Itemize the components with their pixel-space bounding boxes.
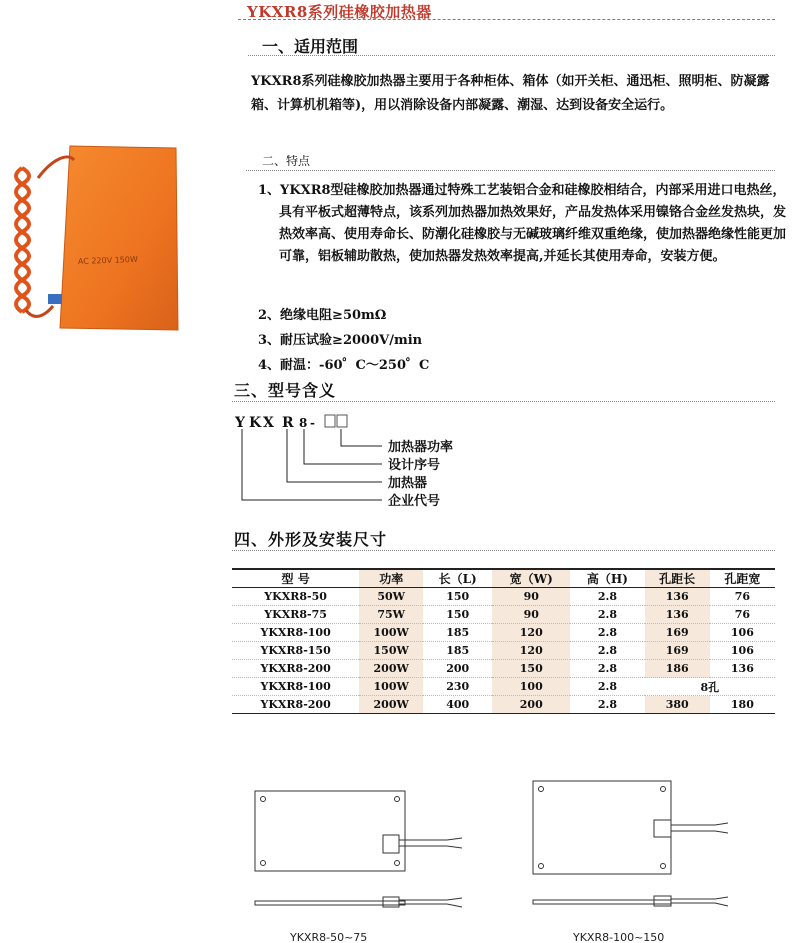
section1-heading: 一、适用范围 — [262, 37, 359, 56]
cell-hole-width: 106 — [710, 642, 775, 660]
code-label: 加热器功率 — [388, 440, 454, 455]
header-hole-length: 孔距长 — [645, 569, 710, 588]
photo-printed-text: AC 220V 150W — [77, 254, 138, 266]
cell-height: 2.8 — [570, 606, 644, 624]
coiled-cable — [16, 168, 29, 312]
section3-heading: 三、型号含义 — [234, 381, 337, 400]
feature-item-2: 2、绝缘电阻≥50mΩ — [258, 308, 387, 323]
cell-model: YKXR8-50 — [232, 588, 359, 606]
code-char: R — [282, 415, 294, 431]
section1-rule — [248, 55, 775, 56]
placeholder-box — [325, 415, 335, 427]
cell-model: YKXR8-150 — [232, 642, 359, 660]
cell-power: 75W — [359, 606, 423, 624]
cell-width: 90 — [492, 588, 570, 606]
cell-power: 200W — [359, 660, 423, 678]
cell-height: 2.8 — [570, 678, 644, 696]
cell-model: YKXR8-75 — [232, 606, 359, 624]
cell-power: 200W — [359, 696, 423, 714]
cell-height: 2.8 — [570, 660, 644, 678]
section2-heading: 二、特点 — [262, 154, 311, 168]
cell-length: 200 — [423, 660, 492, 678]
document-title: YKXR8系列硅橡胶加热器 — [247, 3, 432, 21]
table-row — [232, 642, 775, 660]
code-label: 设计序号 — [388, 458, 441, 473]
cell-hole-width: 76 — [710, 606, 775, 624]
code-char: X — [263, 415, 274, 431]
table-row — [232, 606, 775, 624]
cable-connector — [48, 294, 62, 304]
table-header-row — [232, 569, 775, 588]
header-height: 高（H) — [570, 569, 644, 588]
table-row — [232, 588, 775, 606]
cell-length: 150 — [423, 588, 492, 606]
cell-hole-length: 136 — [645, 588, 710, 606]
outline-drawing-right — [530, 778, 780, 918]
table-row — [232, 696, 775, 714]
cell-hole-length: 380 — [645, 696, 710, 714]
cell-width: 120 — [492, 624, 570, 642]
cell-power: 150W — [359, 642, 423, 660]
cell-hole-width: 76 — [710, 588, 775, 606]
section4-rule — [232, 550, 775, 551]
outline-drawing-left — [252, 788, 482, 918]
code-label: 加热器 — [388, 476, 428, 491]
feature-item-3: 3、耐压试验≥2000V/min — [258, 333, 423, 348]
table-row — [232, 678, 775, 696]
section3-rule — [232, 401, 775, 402]
cell-width: 200 — [492, 696, 570, 714]
cell-width: 120 — [492, 642, 570, 660]
cell-hole-length: 169 — [645, 642, 710, 660]
section1-paragraph: YKXR8系列硅橡胶加热器主要用于各种柜体、箱体（如开关柜、通迅柜、照明柜、防凝露箱、计算机机箱等)，用以消除设备内部凝露、潮湿、达到设备安全运行。 — [251, 74, 770, 113]
cell-model: YKXR8-200 — [232, 660, 359, 678]
cell-power: 50W — [359, 588, 423, 606]
cell-length: 185 — [423, 624, 492, 642]
cell-length: 400 — [423, 696, 492, 714]
section2-rule — [246, 170, 775, 171]
cell-length: 230 — [423, 678, 492, 696]
table-row — [232, 660, 775, 678]
cell-length: 185 — [423, 642, 492, 660]
cell-height: 2.8 — [570, 588, 644, 606]
cell-width: 90 — [492, 606, 570, 624]
table-row — [232, 624, 775, 642]
cell-power: 100W — [359, 624, 423, 642]
model-code-diagram — [232, 410, 532, 514]
cell-hole-note: 8孔 — [645, 678, 775, 696]
cell-power: 100W — [359, 678, 423, 696]
drawing-label-right: YKXR8-100~150 — [573, 931, 665, 943]
header-power: 功率 — [359, 569, 423, 588]
header-model: 型 号 — [232, 569, 359, 588]
cell-model: YKXR8-100 — [232, 678, 359, 696]
code-char: 8 — [299, 416, 308, 430]
cell-hole-width: 180 — [710, 696, 775, 714]
cell-width: 150 — [492, 660, 570, 678]
title-rule — [238, 19, 775, 20]
cell-hole-width: 136 — [710, 660, 775, 678]
cell-model: YKXR8-100 — [232, 624, 359, 642]
cell-hole-length: 169 — [645, 624, 710, 642]
cell-height: 2.8 — [570, 624, 644, 642]
drawing-label-left: YKXR8-50~75 — [290, 931, 368, 943]
feature-item-4: 4、耐温：-60゜C～250゜C — [258, 358, 430, 373]
cell-hole-length: 136 — [645, 606, 710, 624]
section4-heading: 四、外形及安装尺寸 — [234, 530, 388, 549]
code-char: - — [310, 416, 315, 430]
header-hole-width: 孔距宽 — [710, 569, 775, 588]
cell-width: 100 — [492, 678, 570, 696]
cell-height: 2.8 — [570, 696, 644, 714]
cell-hole-length: 186 — [645, 660, 710, 678]
code-label: 企业代号 — [388, 494, 441, 509]
cell-height: 2.8 — [570, 642, 644, 660]
header-length: 长（L) — [423, 569, 492, 588]
heater-photo — [8, 138, 193, 338]
header-width: 宽（W) — [492, 569, 570, 588]
cell-length: 150 — [423, 606, 492, 624]
cell-model: YKXR8-200 — [232, 696, 359, 714]
code-char: K — [249, 415, 262, 431]
dimension-table — [232, 568, 775, 714]
cell-hole-width: 106 — [710, 624, 775, 642]
placeholder-box — [337, 415, 347, 427]
feature-item-1: 1、YKXR8型硅橡胶加热器通过特殊工艺装铝合金和硅橡胶相结合，内部采用进口电热丝，具有平板式超薄特点，该系列加热器加热效果好，产品发热体采用镍铬合金丝发热块，发热效率高、使用寿命长、防潮化硅橡胶与无碱玻璃纤维双重绝缘，使加热器绝缘性能更加可靠，铝板辅助散热，使加热器发热效率提高,并延长其使用寿命，安装方便。 — [258, 183, 787, 264]
code-char: Y — [235, 415, 245, 431]
